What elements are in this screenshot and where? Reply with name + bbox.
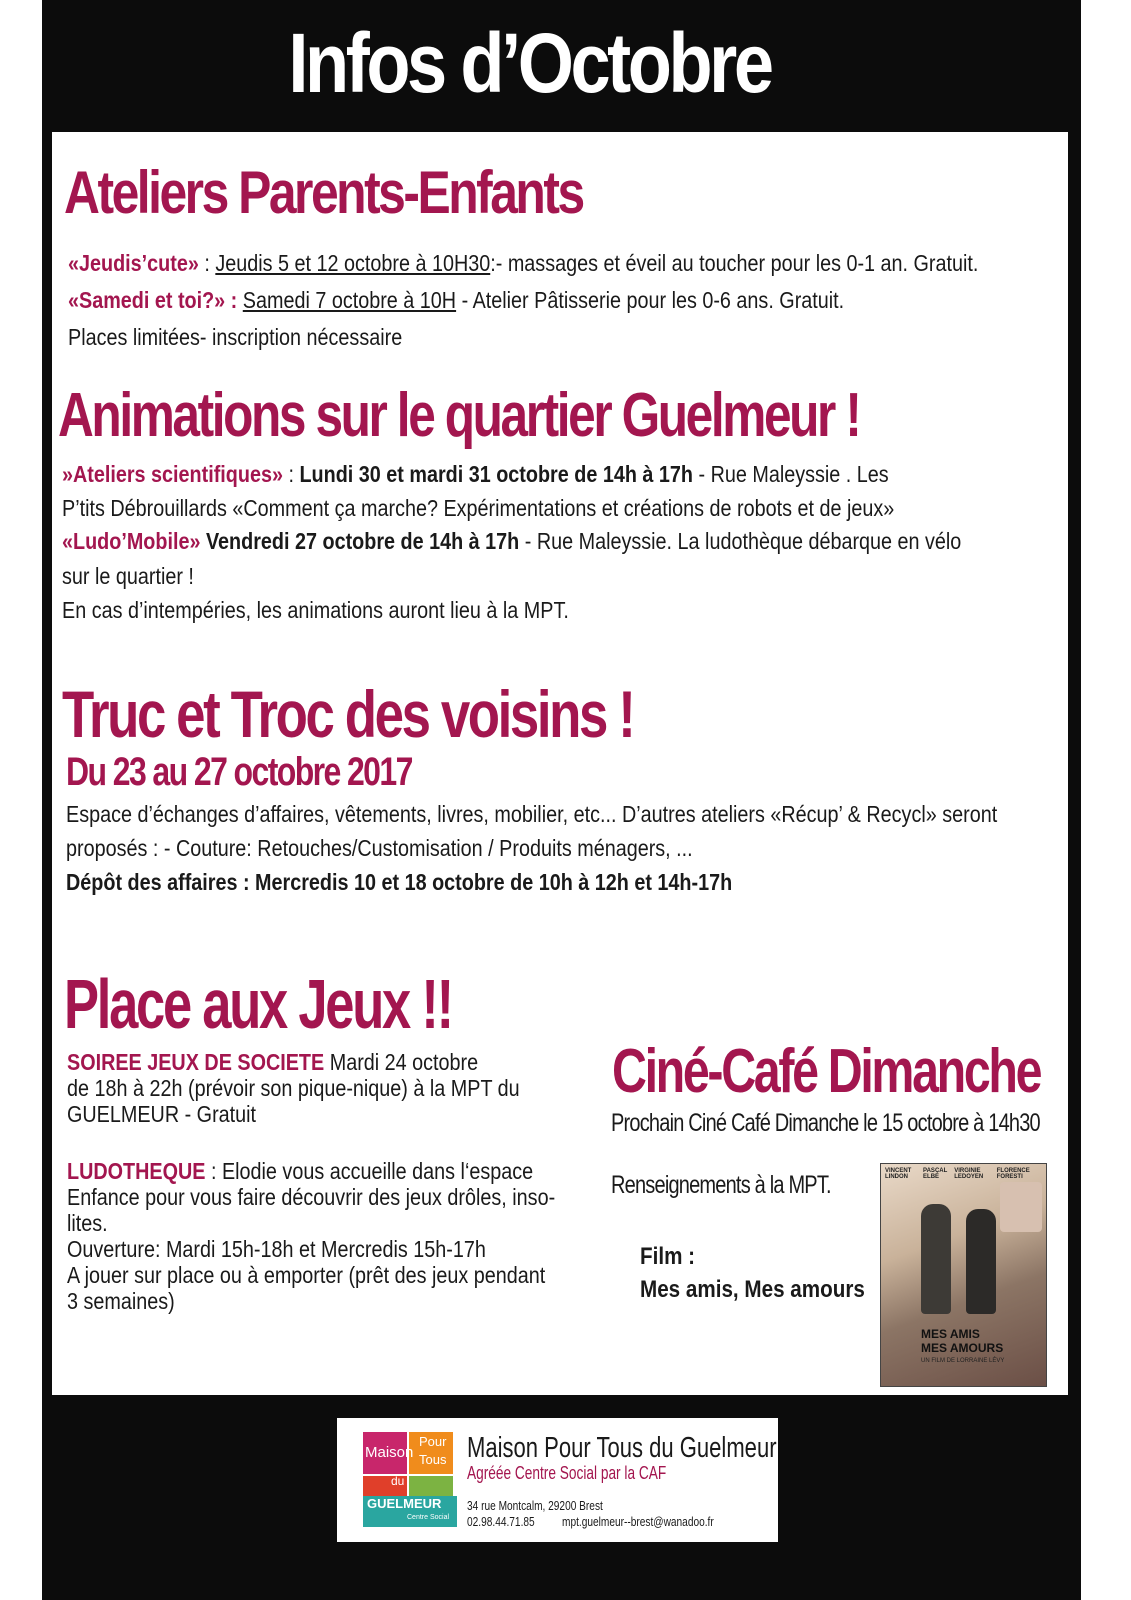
org-phone: 02.98.44.71.85 — [467, 1514, 535, 1529]
jeux-heading: Place aux Jeux !! — [64, 965, 452, 1043]
film-poster: VINCENT LINDON PASCAL ELBÉ VIRGINIE LEDOYEN FLORENCE FORESTI MES AMIS MES AMOURS UN FILM DE LORRAINE LÉVY — [880, 1163, 1047, 1387]
animations-heading: Animations sur le quartier Guelmeur ! — [58, 381, 860, 450]
cine-info: Renseignements à la MPT. — [611, 1171, 831, 1199]
org-tagline: Agréée Centre Social par la CAF — [467, 1463, 667, 1483]
truc-line-3: Dépôt des affaires : Mercredis 10 et 18 octobre de 10h à 12h et 14h-17h — [66, 869, 733, 895]
page-title: Infos d’Octobre — [288, 16, 771, 110]
film-title: Mes amis, Mes amours — [640, 1276, 865, 1303]
jeudiscute-label: «Jeudis’cute» — [68, 250, 199, 276]
org-email[interactable]: mpt.guelmeur--brest@wanadoo.fr — [562, 1514, 714, 1529]
poster-figure-left — [921, 1204, 951, 1314]
animations-line-3: «Ludo’Mobile» Vendredi 27 octobre de 14h à 17h - Rue Maleyssie. La ludothèque débarque en vélo — [62, 528, 962, 554]
org-name: Maison Pour Tous du Guelmeur — [467, 1432, 777, 1464]
ateliers-line-2: «Samedi et toi?» : Samedi 7 octobre à 10H - Atelier Pâtisserie pour les 0-6 ans. Gratuit. — [68, 287, 845, 313]
footer-logo-box — [337, 1418, 778, 1542]
ludotheque-label: LUDOTHEQUE — [67, 1158, 206, 1184]
ateliers-line-1: «Jeudis’cute» : Jeudis 5 et 12 octobre à 10H30:- massages et éveil au toucher pour les 0-1 an. Gratuit. — [68, 250, 979, 276]
truc-line-2: proposés : - Couture: Retouches/Customisation / Produits ménagers, ... — [66, 835, 693, 861]
animations-line-4: sur le quartier ! — [62, 563, 194, 589]
animations-line-2: P’tits Débrouillards «Comment ça marche? Expérimentations et créations de robots et de jeux» — [62, 495, 895, 521]
soiree-block: SOIREE JEUX DE SOCIETE Mardi 24 octobre de 18h à 22h (prévoir son pique-nique) à la MPT du GUELMEUR - Gratuit — [67, 1049, 520, 1127]
soiree-label: SOIREE JEUX DE SOCIETE — [67, 1049, 325, 1075]
jeudiscute-date: Jeudis 5 et 12 octobre à 10H30 — [215, 250, 491, 276]
truc-line-1: Espace d’échanges d’affaires, vêtements, livres, mobilier, etc... D’autres ateliers «Récup’ & Recycl» seront — [66, 801, 998, 827]
ludomobile-label: «Ludo’Mobile» — [62, 528, 201, 554]
poster-portrait — [1000, 1182, 1042, 1232]
samedi-date: Samedi 7 octobre à 10H — [242, 287, 457, 313]
cine-subheading: Prochain Ciné Café Dimanche le 15 octobre à 14h30 — [611, 1109, 1040, 1137]
ludotheque-block: LUDOTHEQUE : Elodie vous accueille dans l‘espace Enfance pour vous faire découvrir des jeux drôles, inso- lites. Ouverture: Mardi 15h-18h et Mercredis 15h-17h A jouer sur place ou à emporter (prêt des jeux pendant 3 semaines) — [67, 1158, 556, 1314]
mpt-logo: Maison Pour Tous du GUELMEUR Centre Social — [363, 1432, 457, 1527]
cine-heading: Ciné-Café Dimanche — [612, 1037, 1041, 1106]
truc-subheading: Du 23 au 27 octobre 2017 — [66, 750, 412, 794]
animations-line-1: »Ateliers scientifiques» : Lundi 30 et mardi 31 octobre de 14h à 17h - Rue Maleyssie . Les — [62, 461, 889, 487]
poster-figure-right — [966, 1209, 996, 1314]
film-label: Film : — [640, 1243, 696, 1270]
animations-line-5: En cas d’intempéries, les animations auront lieu à la MPT. — [62, 597, 569, 623]
ateliers-scientifiques-label: »Ateliers scientifiques» — [62, 461, 283, 487]
truc-heading: Truc et Troc des voisins ! — [62, 677, 634, 751]
org-address: 34 rue Montcalm, 29200 Brest — [467, 1498, 603, 1513]
samedi-label: «Samedi et toi?» : — [68, 287, 238, 313]
ateliers-line-3: Places limitées- inscription nécessaire — [68, 324, 403, 350]
ateliers-heading: Ateliers Parents-Enfants — [64, 159, 583, 226]
